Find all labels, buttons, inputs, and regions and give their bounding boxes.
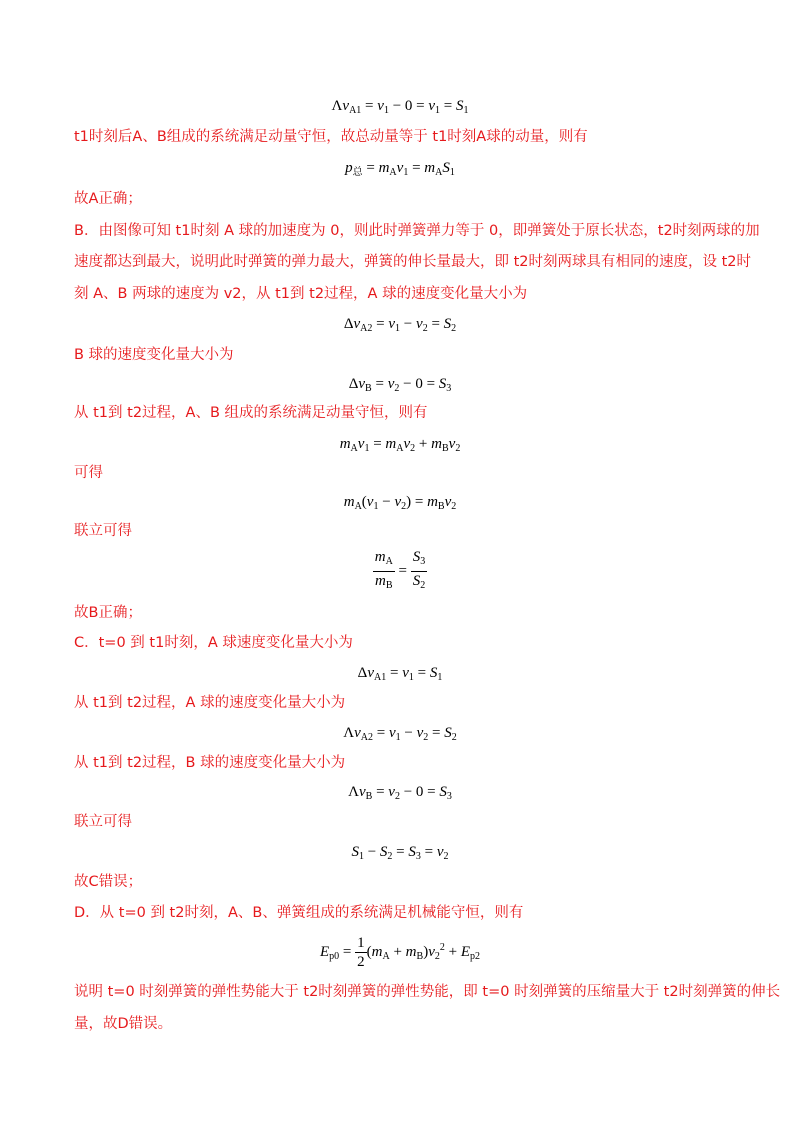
paragraph-2: 故A正确； (74, 191, 142, 207)
paragraph-8: 可得 (74, 465, 103, 481)
paragraph-15: 故C错误； (74, 874, 143, 890)
paragraph-17: 说明 t=0 时刻弹簧的弹性势能大于 t2时刻弹簧的弹性势能，即 t=0 时刻弹簧的压缩量大于 t2时刻弹簧的伸长 (74, 984, 781, 1000)
paragraph-16: D．从 t=0 到 t2时刻，A、B、弹簧组成的系统满足机械能守恒，则有 (74, 905, 524, 921)
paragraph-1: t1时刻后A、B组成的系统满足动量守恒，故总动量等于 t1时刻A球的动量，则有 (74, 129, 588, 145)
equation-6: $m_A(v_1 - v_2) = m_Bv_2$ (343, 494, 457, 512)
equation-2: $p_总 = m_Av_1 = m_AS_1$ (345, 160, 455, 178)
equation-7: $\frac{m_A}{m_B}$ = $\frac{S_3}{S_2}$ (374, 549, 426, 591)
paragraph-13: 从 t1到 t2过程，B 球的速度变化量大小为 (74, 755, 346, 771)
paragraph-10: 故B正确； (74, 605, 142, 621)
equation-3: $\Delta v_{A2} = v_1 - v_2 = S_2$ (343, 316, 457, 334)
paragraph-7: 从 t1到 t2过程，A、B 组成的系统满足动量守恒，则有 (74, 405, 428, 421)
equation-11: $S_1 - S_2 = S_3 = v_2$ (351, 844, 449, 862)
paragraph-6: B 球的速度变化量大小为 (74, 347, 234, 363)
paragraph-12: 从 t1到 t2过程，A 球的速度变化量大小为 (74, 695, 346, 711)
paragraph-18: 量，故D错误。 (74, 1016, 173, 1032)
equation-10: $\Lambda v_B = v_2 - 0 = S_3$ (348, 784, 452, 802)
paragraph-11: C．t=0 到 t1时刻，A 球速度变化量大小为 (74, 635, 353, 651)
paragraph-5: 刻 A、B 两球的速度为 v2，从 t1到 t2过程，A 球的速度变化量大小为 (74, 286, 528, 302)
equation-5: $m_Av_1 = m_Av_2 + m_Bv_2$ (339, 436, 461, 454)
paragraph-14: 联立可得 (74, 814, 132, 830)
equation-8: $\Delta v_{A1} = v_1 = S_1$ (357, 665, 443, 683)
equation-1: $\Lambda v_{A1} = v_1 - 0 = v_1 = S_1$ (331, 98, 469, 116)
equation-9: $\Lambda v_{A2} = v_1 - v_2 = S_2$ (343, 725, 457, 743)
paragraph-4: 速度都达到最大，说明此时弹簧的弹力最大，弹簧的伸长量最大，即 t2时刻两球具有相同的速度，设 t2时 (74, 254, 752, 270)
equation-12: $E_{p0}$ = $\frac{1}{2}$ $(m_A + m_B)v_2^2 + E_{p2}$ (319, 935, 480, 970)
paragraph-3: B．由图像可知 t1时刻 A 球的加速度为 0，则此时弹簧弹力等于 0，即弹簧处于原长状态，t2时刻两球的加 (74, 223, 760, 239)
paragraph-9: 联立可得 (74, 523, 132, 539)
equation-4: $\Delta v_B = v_2 - 0 = S_3$ (348, 376, 452, 394)
